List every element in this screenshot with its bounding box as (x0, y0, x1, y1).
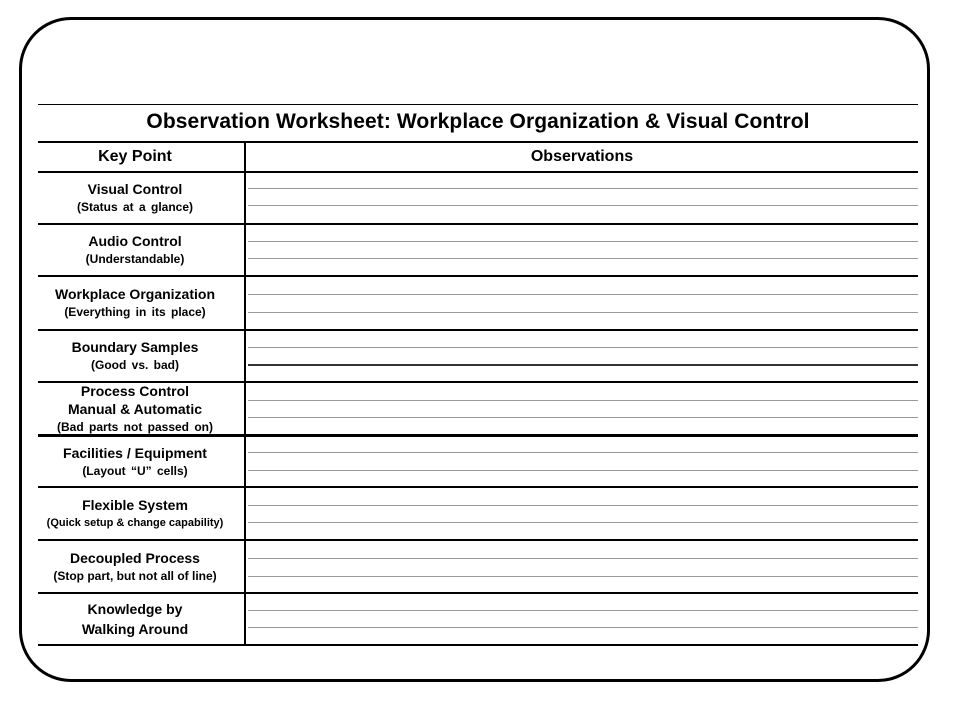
observation-line[interactable] (248, 417, 918, 418)
observation-line[interactable] (248, 400, 918, 401)
observation-line[interactable] (248, 241, 918, 242)
key-point-note: (Understandable) (85, 252, 185, 266)
key-point-label-line2: Walking Around (81, 621, 189, 637)
observation-line[interactable] (248, 294, 918, 295)
observation-line[interactable] (248, 258, 918, 259)
observation-line[interactable] (248, 364, 918, 366)
observation-line[interactable] (248, 347, 918, 348)
key-point-label: Knowledge by (87, 601, 183, 617)
row-knowledge-walking-around (38, 594, 918, 644)
key-point-label: Boundary Samples (71, 339, 199, 355)
key-point-label: Visual Control (87, 181, 183, 197)
key-point-cell (38, 173, 232, 223)
observation-line[interactable] (248, 505, 918, 506)
key-point-cell (38, 488, 232, 539)
observation-line[interactable] (248, 558, 918, 559)
observation-line[interactable] (248, 188, 918, 189)
observation-line[interactable] (248, 470, 918, 471)
key-point-cell (38, 225, 232, 275)
key-point-label: Facilities / Equipment (63, 444, 207, 461)
key-point-cell (38, 594, 232, 644)
row-flexible-system (38, 488, 918, 539)
observation-line[interactable] (248, 522, 918, 523)
row-audio-control (38, 225, 918, 275)
key-point-label: Flexible System (82, 496, 188, 513)
key-point-note: (Stop part, but not all of line) (53, 568, 217, 583)
observation-worksheet (38, 104, 918, 646)
key-point-label-line2: Manual & Automatic (67, 400, 203, 417)
key-point-note: (Bad parts not passed on) (56, 419, 213, 434)
title-rule (38, 141, 918, 143)
observation-line[interactable] (248, 312, 918, 313)
observations-header: Observations (530, 148, 634, 165)
key-point-note: (Quick setup & change capability) (46, 516, 224, 529)
bottom-rule (38, 644, 918, 646)
worksheet-title: Observation Worksheet: Workplace Organization & Visual Control (146, 110, 810, 133)
row-decoupled-process (38, 541, 918, 592)
key-point-note: (Status at a glance) (76, 200, 194, 214)
key-point-cell (38, 437, 232, 486)
key-point-label: Workplace Organization (55, 286, 215, 302)
key-point-cell (38, 383, 232, 434)
key-point-cell (38, 331, 232, 381)
top-rule (38, 104, 918, 105)
row-visual-control (38, 173, 918, 223)
key-point-note: (Layout “U” cells) (82, 463, 188, 478)
row-workplace-organization (38, 277, 918, 329)
observation-line[interactable] (248, 205, 918, 206)
key-point-label: Process Control (80, 382, 190, 399)
observation-line[interactable] (248, 576, 918, 577)
key-point-cell (38, 541, 232, 592)
observation-line[interactable] (248, 610, 918, 611)
key-point-note: (Everything in its place) (64, 305, 206, 319)
key-point-header: Key Point (98, 148, 172, 165)
key-point-label: Audio Control (88, 233, 182, 249)
observation-line[interactable] (248, 452, 918, 453)
row-facilities-equipment (38, 437, 918, 486)
row-boundary-samples (38, 331, 918, 381)
key-point-cell (38, 277, 232, 329)
key-point-note: (Good vs. bad) (91, 358, 179, 372)
row-process-control (38, 383, 918, 434)
observation-line[interactable] (248, 627, 918, 628)
key-point-label: Decoupled Process (70, 549, 200, 566)
